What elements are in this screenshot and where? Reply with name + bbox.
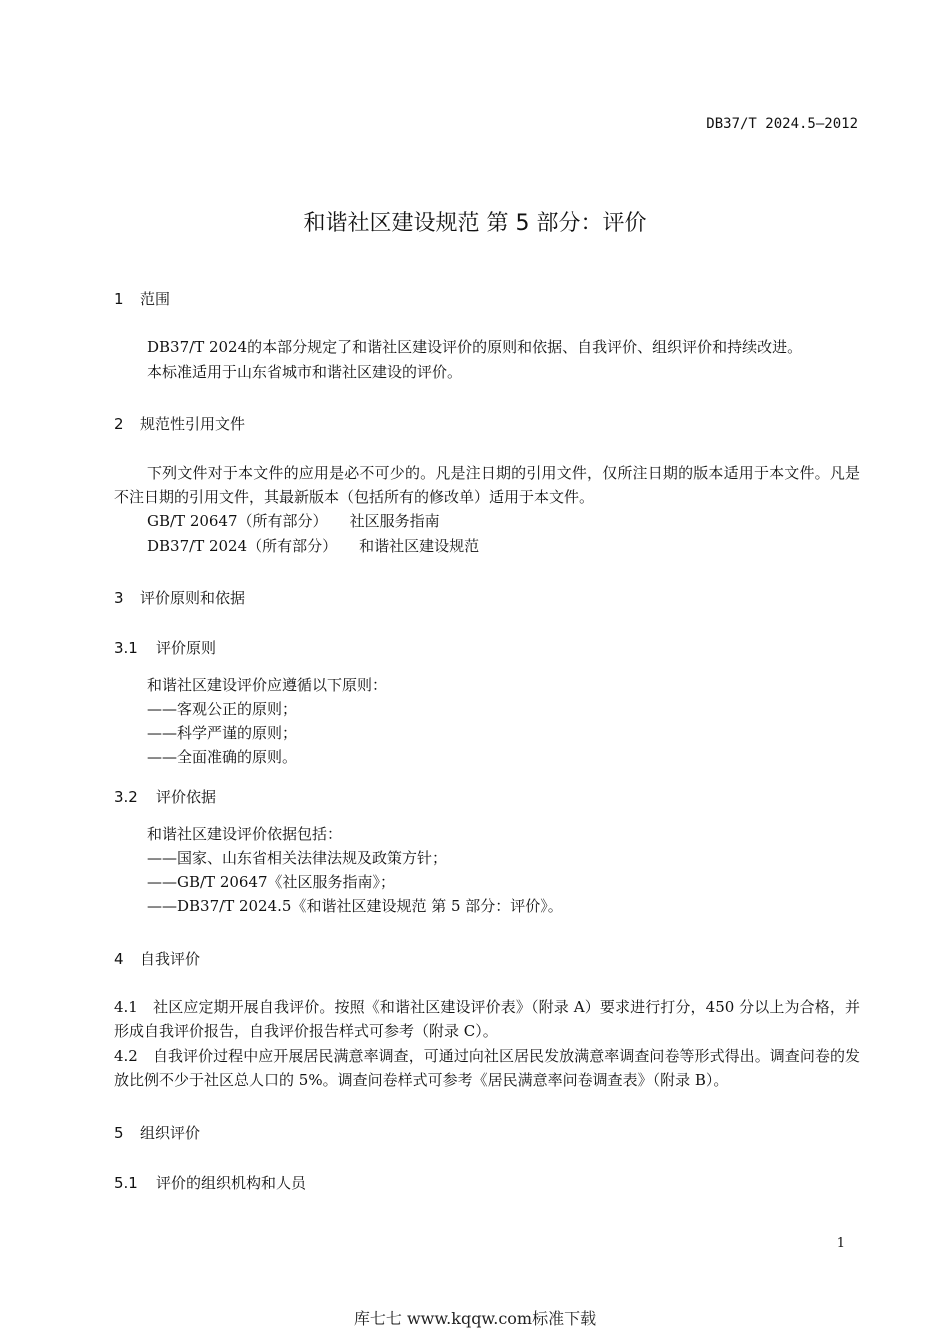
section-number: 2 [114,415,124,433]
section-title: 评价依据 [156,788,217,806]
page-number: 1 [836,1236,845,1251]
section-number: 3.1 [114,639,138,657]
section-title: 评价的组织机构和人员 [156,1174,307,1192]
section-title: 自我评价 [140,950,201,968]
section-number: 3.2 [114,788,138,806]
section-title: 规范性引用文件 [140,415,246,433]
reference-item [114,509,893,533]
list-item: ——GB/T 20647《社区服务指南》； [147,873,396,891]
section-2-paragraph: 下列文件对于本文件的应用是必不可少的。凡是注日期的引用文件，仅所注日期的版本适用于本文件。凡是不注日期的引用文件，其最新版本（包括所有的修改单）适用于本文件。 [114,464,860,506]
section-1-paragraph-1: DB37/T 2024的本部分规定了和谐社区建设评价的原则和依据、自我评价、组织评价和持续改进。 [147,338,803,356]
list-item: ——全面准确的原则。 [147,748,298,766]
reference-item [114,534,893,558]
reference-name: 社区服务指南 [349,512,440,530]
section-3-heading [114,587,245,608]
section-title: 组织评价 [140,1124,201,1142]
reference-code: GB/T 20647（所有部分） [147,512,328,530]
list-item: ——客观公正的原则； [147,700,298,718]
section-1-paragraph-2: 本标准适用于山东省城市和谐社区建设的评价。 [147,363,463,381]
section-3-1-heading [114,637,216,658]
section-1-heading [114,288,170,309]
document-code: DB37/T 2024.5—2012 [706,116,858,132]
section-4-heading [114,948,200,969]
section-number: 4 [114,950,124,968]
section-title: 评价原则和依据 [140,589,246,607]
section-5-heading [114,1122,200,1143]
reference-name: 和谐社区建设规范 [359,537,480,555]
section-number: 5.1 [114,1174,138,1192]
section-title: 范围 [140,290,171,308]
list-item: ——科学严谨的原则； [147,724,298,742]
basis-intro: 和谐社区建设评价依据包括： [147,825,343,843]
section-3-2-heading [114,786,216,807]
section-2-heading [114,413,245,434]
list-item: ——国家、山东省相关法律法规及政策方针； [147,849,448,867]
reference-code: DB37/T 2024（所有部分） [147,537,338,555]
clause-4-1: 4.1 社区应定期开展自我评价。按照《和谐社区建设评价表》（附录 A）要求进行打分，450 分以上为合格，并形成自我评价报告，自我评价报告样式可参考（附录 C）。 [114,998,860,1040]
section-title: 评价原则 [156,639,217,657]
section-number: 1 [114,290,124,308]
section-number: 5 [114,1124,124,1142]
section-number: 3 [114,589,124,607]
section-5-1-heading [114,1172,306,1193]
list-item: ——DB37/T 2024.5《和谐社区建设规范 第 5 部分：评价》。 [147,897,563,915]
document-title: 和谐社区建设规范 第 5 部分：评价 [303,211,647,236]
footer-watermark: 库七七 www.kqqw.com标准下载 [353,1309,597,1328]
clause-4-2: 4.2 自我评价过程中应开展居民满意率调查，可通过向社区居民发放满意率调查问卷等形式得出。调查问卷的发放比例不少于社区总人口的 5%。调查问卷样式可参考《居民满意率问卷调查表》（附录 B）。 [114,1047,860,1089]
principles-intro: 和谐社区建设评价应遵循以下原则： [147,676,388,694]
